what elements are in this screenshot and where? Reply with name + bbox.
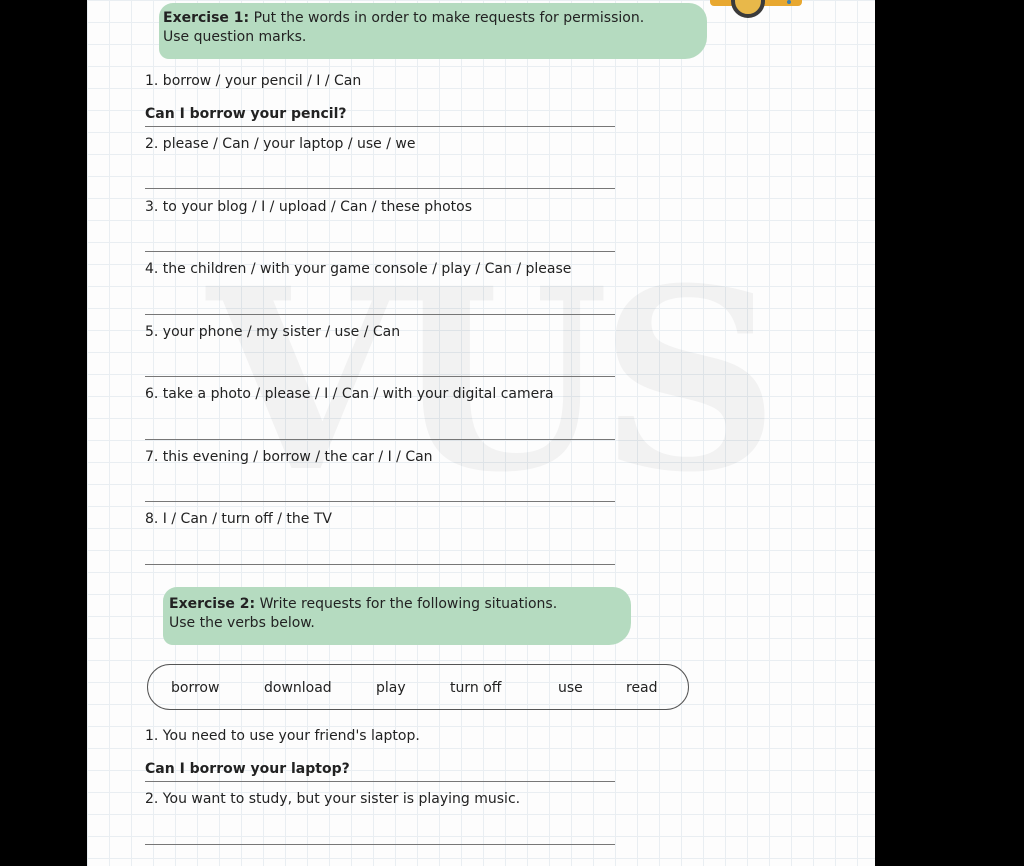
exercise1-item-4: 4. the children / with your game console / play / Can / please bbox=[145, 261, 572, 277]
answer-line-ex2-2 bbox=[145, 844, 615, 845]
answer-line-7 bbox=[145, 501, 615, 502]
verb-word-box bbox=[147, 664, 689, 710]
verb-download: download bbox=[264, 680, 332, 696]
exercise1-item-8: 8. I / Can / turn off / the TV bbox=[145, 511, 332, 527]
exercise2-banner bbox=[163, 587, 631, 645]
verb-turn-off: turn off bbox=[450, 680, 502, 696]
exercise1-item-1: 1. borrow / your pencil / I / Can bbox=[145, 73, 362, 89]
decorative-dot bbox=[787, 0, 791, 4]
worksheet-page bbox=[87, 0, 875, 866]
exercise2-instruction: Write requests for the following situations. bbox=[259, 596, 558, 612]
answer-line-1 bbox=[145, 126, 615, 127]
verb-play: play bbox=[376, 680, 406, 696]
exercise1-banner bbox=[159, 3, 707, 59]
answer-line-ex2-1 bbox=[145, 781, 615, 782]
exercise2-answer-1[interactable]: Can I borrow your laptop? bbox=[145, 761, 350, 777]
exercise1-label: Exercise 1: bbox=[163, 10, 250, 26]
answer-line-4 bbox=[145, 314, 615, 315]
exercise1-item-5: 5. your phone / my sister / use / Can bbox=[145, 324, 401, 340]
answer-line-8 bbox=[145, 564, 615, 565]
exercise2-label: Exercise 2: bbox=[169, 596, 256, 612]
exercise1-item-7: 7. this evening / borrow / the car / I / Can bbox=[145, 449, 433, 465]
exercise2-item-1: 1. You need to use your friend's laptop. bbox=[145, 728, 420, 744]
answer-line-5 bbox=[145, 376, 615, 377]
exercise1-instruction: Put the words in order to make requests for permission. bbox=[253, 10, 645, 26]
exercise1-item-2: 2. please / Can / your laptop / use / we bbox=[145, 136, 416, 152]
exercise2-item-2: 2. You want to study, but your sister is playing music. bbox=[145, 791, 521, 807]
answer-line-3 bbox=[145, 251, 615, 252]
decorative-ring-icon bbox=[731, 0, 765, 18]
verb-use: use bbox=[558, 680, 583, 696]
exercise1-item-3: 3. to your blog / I / upload / Can / these photos bbox=[145, 199, 472, 215]
exercise1-instruction-2: Use question marks. bbox=[163, 29, 307, 45]
answer-line-6 bbox=[145, 439, 615, 440]
exercise1-answer-1[interactable]: Can I borrow your pencil? bbox=[145, 106, 347, 122]
exercise1-item-6: 6. take a photo / please / I / Can / with your digital camera bbox=[145, 386, 554, 402]
background-strip bbox=[875, 0, 1024, 866]
answer-line-2 bbox=[145, 188, 615, 189]
verb-read: read bbox=[626, 680, 658, 696]
exercise2-instruction-2: Use the verbs below. bbox=[169, 615, 315, 631]
verb-borrow: borrow bbox=[171, 680, 220, 696]
